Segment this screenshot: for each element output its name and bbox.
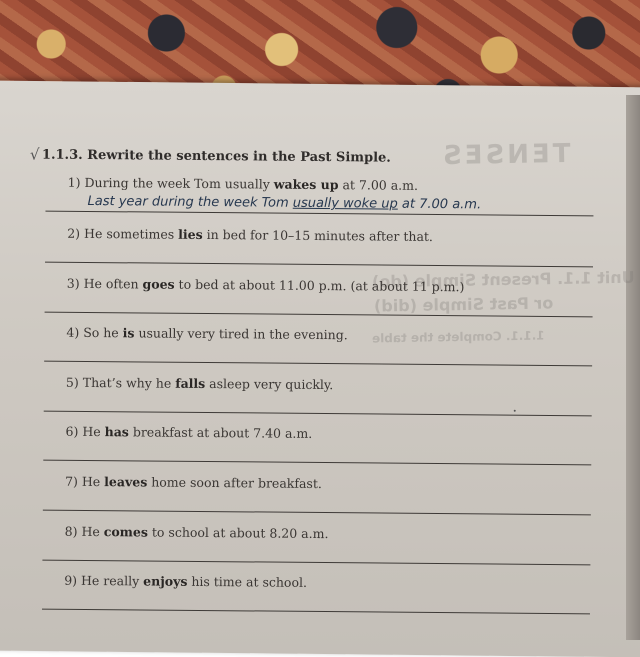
sentence-verb: goes xyxy=(142,276,175,292)
sentence-text: He xyxy=(82,424,105,440)
answer-line-7[interactable] xyxy=(43,510,591,516)
sentence-verb: falls xyxy=(175,375,206,391)
sentence-number: 2) xyxy=(67,225,81,241)
sentence-2 xyxy=(67,226,433,244)
bleed-through-text: Unit 1.1. Present Simple (do) xyxy=(371,267,635,292)
sentence-text-end: home soon after breakfast. xyxy=(147,474,322,492)
sentence-verb: leaves xyxy=(104,474,148,490)
sentence-9 xyxy=(64,573,307,590)
sentence-text-end: usually very tired in the evening. xyxy=(134,325,348,343)
sentence-text-end: in bed for 10–15 minutes after that. xyxy=(202,226,434,244)
sentence-number: 8) xyxy=(64,523,78,539)
sentence-4 xyxy=(66,325,347,342)
sentence-text: He xyxy=(81,523,104,539)
sentence-text-end: to school at about 8.20 a.m. xyxy=(147,524,329,541)
sentence-number: 3) xyxy=(66,275,80,291)
sentence-3 xyxy=(67,275,465,293)
ink-dot xyxy=(514,410,516,412)
answer-line-5[interactable] xyxy=(44,410,592,416)
answer-text-end: at 7.00 a.m. xyxy=(397,196,482,213)
sentence-6 xyxy=(65,424,312,441)
sentence-number: 4) xyxy=(66,324,80,341)
answer-line-8[interactable] xyxy=(42,559,590,565)
sentence-text: He sometimes xyxy=(84,225,179,242)
sentence-text: During the week Tom usually xyxy=(84,174,274,192)
sentence-8 xyxy=(65,523,329,540)
answer-line-3[interactable] xyxy=(45,311,593,317)
sentence-text-end: breakfast at about 7.40 a.m. xyxy=(128,424,313,442)
sentence-text: That’s why he xyxy=(82,374,176,391)
sentence-verb: comes xyxy=(103,523,149,540)
sentence-text-end: at 7.00 a.m. xyxy=(338,177,419,193)
answer-line-9[interactable] xyxy=(42,609,590,615)
sentence-number: 7) xyxy=(65,473,79,489)
handwritten-answer-1 xyxy=(87,194,481,212)
sentence-text-end: asleep very quickly. xyxy=(205,375,334,392)
sentence-text: He really xyxy=(81,573,144,589)
sentence-number: 6) xyxy=(65,424,79,440)
answer-line-6[interactable] xyxy=(43,460,591,466)
exercise-title: 1.1.3. Rewrite the sentences in the Past Simple. xyxy=(41,147,391,166)
answer-line-1[interactable] xyxy=(45,211,593,217)
answer-line-4[interactable] xyxy=(44,361,592,367)
bleed-through-text: TENSES xyxy=(439,138,571,172)
answer-line-2[interactable] xyxy=(45,262,593,268)
sentence-text: So he xyxy=(83,325,123,341)
sentence-number: 1) xyxy=(67,174,81,190)
bleed-through-text: 1.1.1. Complete the table xyxy=(371,328,545,346)
answer-text: Last year during the week Tom xyxy=(87,193,293,211)
check-mark: √ xyxy=(29,145,40,164)
bleed-through-text: or Past Simple (did) xyxy=(373,293,554,316)
sentence-1 xyxy=(68,175,418,193)
sentence-verb: has xyxy=(104,424,129,440)
answer-underlined-verb: usually woke up xyxy=(292,195,398,212)
sentence-number: 9) xyxy=(64,572,78,589)
sentence-text-end: to bed at about 11.00 p.m. (at about 11 p.m.) xyxy=(174,276,465,294)
sentence-verb: enjoys xyxy=(143,573,188,590)
sentence-verb: is xyxy=(122,325,135,341)
sentence-verb: wakes up xyxy=(273,176,339,193)
sentence-verb: lies xyxy=(178,226,203,242)
sentence-5 xyxy=(66,375,333,392)
sentence-text-end: his time at school. xyxy=(187,574,308,591)
sentence-text: He xyxy=(81,473,105,490)
sentence-7 xyxy=(65,474,322,491)
sentence-number: 5) xyxy=(65,374,79,390)
sentence-text: He often xyxy=(83,275,143,292)
